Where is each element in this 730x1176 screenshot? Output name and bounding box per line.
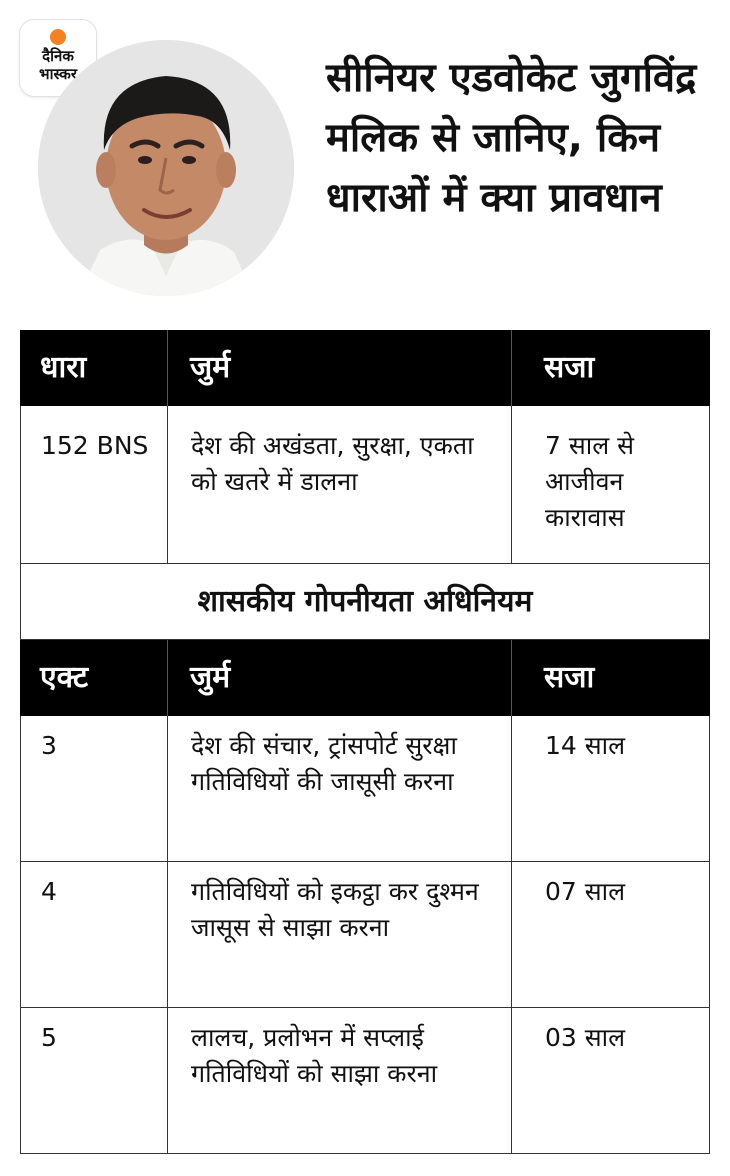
column-divider <box>167 716 168 861</box>
row-punishment: 07 साल <box>545 877 626 906</box>
header-divider <box>167 640 168 716</box>
column-divider <box>167 862 168 1007</box>
row-crime: देश की अखंडता, सुरक्षा, एकता को खतरे में डालना <box>191 431 474 496</box>
column-divider <box>511 1008 512 1153</box>
table2-header-row <box>20 640 710 716</box>
row-crime: गतिविधियों को इकट्ठा कर दुश्मन जासूस से साझा करना <box>191 877 479 942</box>
table1-header-crime: जुर्म <box>190 350 231 385</box>
brand-line-2: भास्कर <box>39 65 77 83</box>
row-code: 152 BNS <box>41 431 149 460</box>
row-punishment: 7 साल से आजीवन कारावास <box>545 431 635 532</box>
section-title: शासकीय गोपनीयता अधिनियम <box>20 564 710 640</box>
table-row <box>20 862 710 1008</box>
column-divider <box>167 406 168 563</box>
column-divider <box>511 406 512 563</box>
person-illustration <box>38 40 294 296</box>
brand-line-1: दैनिक <box>42 47 74 65</box>
row-crime: देश की संचार, ट्रांसपोर्ट सुरक्षा गतिविधियों की जासूसी करना <box>191 731 457 796</box>
column-divider <box>167 1008 168 1153</box>
table-row <box>20 406 710 564</box>
table1-header-row <box>20 330 710 406</box>
column-divider <box>511 716 512 861</box>
row-code: 5 <box>41 1023 57 1052</box>
table2-header-punishment: सजा <box>544 660 595 695</box>
headline: सीनियर एडवोकेट जुगविंद्र मलिक से जानिए, किन धाराओं में क्या प्रावधान <box>326 55 697 221</box>
row-punishment: 14 साल <box>545 731 626 760</box>
column-divider <box>511 862 512 1007</box>
table-row <box>20 1008 710 1154</box>
table-row <box>20 716 710 862</box>
row-punishment: 03 साल <box>545 1023 626 1052</box>
row-crime: लालच, प्रलोभन में सप्लाई गतिविधियों को साझा करना <box>191 1023 438 1088</box>
row-code: 3 <box>41 731 57 760</box>
sun-icon <box>50 29 66 45</box>
header-divider <box>511 640 512 716</box>
table2-header-act: एक्ट <box>40 660 89 695</box>
table1-header-punishment: सजा <box>544 350 595 385</box>
header-divider <box>167 330 168 406</box>
table1-header-section: धारा <box>40 350 87 385</box>
header-divider <box>511 330 512 406</box>
row-code: 4 <box>41 877 57 906</box>
table2-header-crime: जुर्म <box>190 660 231 695</box>
advocate-portrait <box>38 40 294 296</box>
